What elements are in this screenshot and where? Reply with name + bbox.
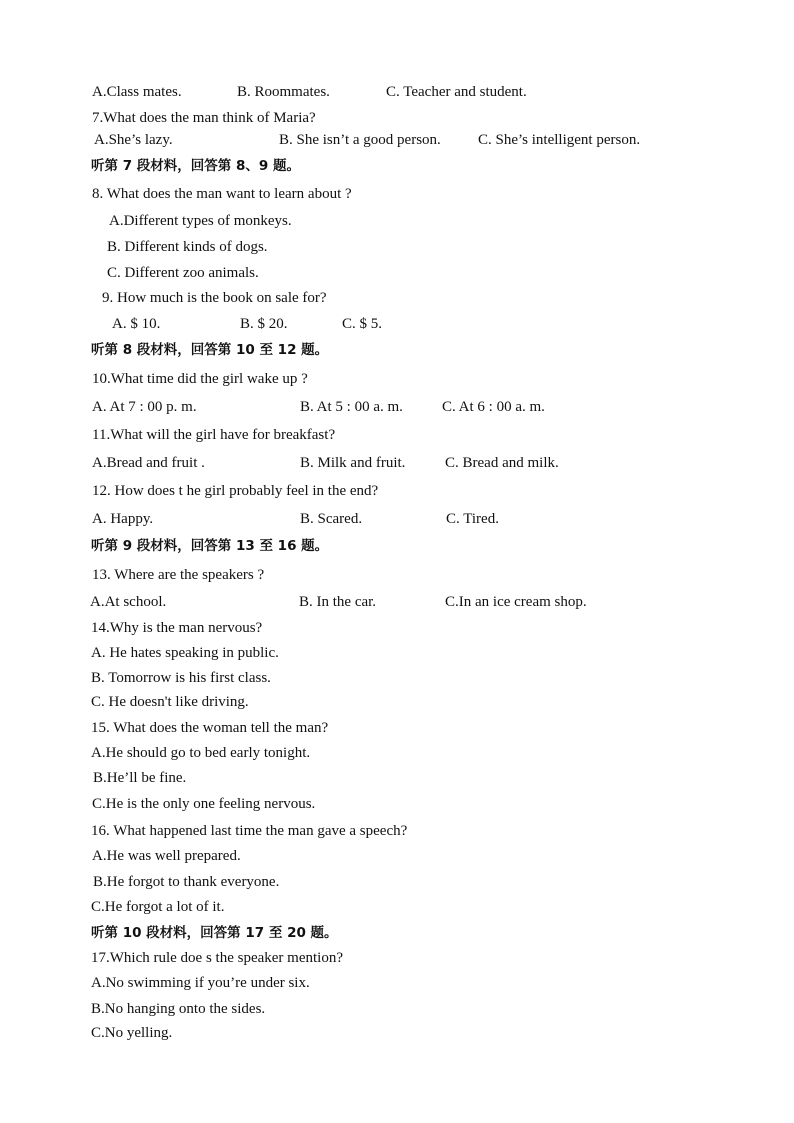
q14-option-b: B. Tomorrow is his first class. (91, 670, 271, 686)
q8-option-c: C. Different zoo animals. (107, 265, 259, 281)
q13-option-a: A.At school. (90, 594, 167, 610)
q15-option-c: C.He is the only one feeling nervous. (92, 796, 316, 812)
q9-option-a: A. $ 10. (112, 316, 161, 332)
q13-stem: 13. Where are the speakers ? (92, 567, 265, 583)
q11-option-b: B. Milk and fruit. (300, 455, 406, 471)
q14-option-c: C. He doesn't like driving. (91, 694, 249, 710)
q7-stem: 7.What does the man think of Maria? (92, 110, 316, 126)
q17-option-b: B.No hanging onto the sides. (91, 1001, 266, 1017)
section-heading-7: 听第 7 段材料，回答第 8、9 题。 (91, 158, 300, 174)
q10-option-a: A. At 7 : 00 p. m. (92, 399, 197, 415)
q7-option-c: C. She’s intelligent person. (478, 132, 641, 148)
q17-option-a: A.No swimming if you’re under six. (91, 975, 310, 991)
q12-option-b: B. Scared. (300, 511, 363, 527)
q9-option-c: C. $ 5. (342, 316, 383, 332)
q6-option-c: C. Teacher and student. (386, 84, 527, 100)
q8-stem: 8. What does the man want to learn about ? (92, 186, 352, 202)
q16-option-a: A.He was well prepared. (92, 848, 241, 864)
q16-option-c: C.He forgot a lot of it. (91, 899, 225, 915)
q14-option-a: A. He hates speaking in public. (91, 645, 279, 661)
q15-option-b: B.He’ll be fine. (93, 770, 187, 786)
section-heading-10: 听第 10 段材料，回答第 17 至 20 题。 (91, 925, 338, 941)
q10-option-b: B. At 5 : 00 a. m. (300, 399, 403, 415)
q6-option-b: B. Roommates. (237, 84, 330, 100)
q8-option-b: B. Different kinds of dogs. (107, 239, 268, 255)
q9-stem: 9. How much is the book on sale for? (102, 290, 327, 306)
section-heading-8: 听第 8 段材料，回答第 10 至 12 题。 (91, 342, 329, 358)
q11-option-a: A.Bread and fruit . (92, 455, 205, 471)
q10-option-c: C. At 6 : 00 a. m. (442, 399, 545, 415)
q6-option-a: A.Class mates. (92, 84, 182, 100)
q13-option-b: B. In the car. (299, 594, 377, 610)
q9-option-b: B. $ 20. (240, 316, 288, 332)
q7-option-a: A.She’s lazy. (94, 132, 173, 148)
q7-option-b: B. She isn’t a good person. (279, 132, 441, 148)
q13-option-c: C.In an ice cream shop. (445, 594, 587, 610)
q16-stem: 16. What happened last time the man gave a speech? (91, 823, 408, 839)
q16-option-b: B.He forgot to thank everyone. (93, 874, 280, 890)
q17-option-c: C.No yelling. (91, 1025, 173, 1041)
q15-stem: 15. What does the woman tell the man? (91, 720, 329, 736)
q12-stem: 12. How does t he girl probably feel in the end? (92, 483, 379, 499)
section-heading-9: 听第 9 段材料，回答第 13 至 16 题。 (91, 538, 329, 554)
q8-option-a: A.Different types of monkeys. (109, 213, 292, 229)
q15-option-a: A.He should go to bed early tonight. (91, 745, 311, 761)
q12-option-a: A. Happy. (92, 511, 154, 527)
q11-stem: 11.What will the girl have for breakfast? (92, 427, 336, 443)
q17-stem: 17.Which rule doe s the speaker mention? (91, 950, 343, 966)
q10-stem: 10.What time did the girl wake up ? (92, 371, 308, 387)
q11-option-c: C. Bread and milk. (445, 455, 559, 471)
q14-stem: 14.Why is the man nervous? (91, 620, 263, 636)
q12-option-c: C. Tired. (446, 511, 499, 527)
